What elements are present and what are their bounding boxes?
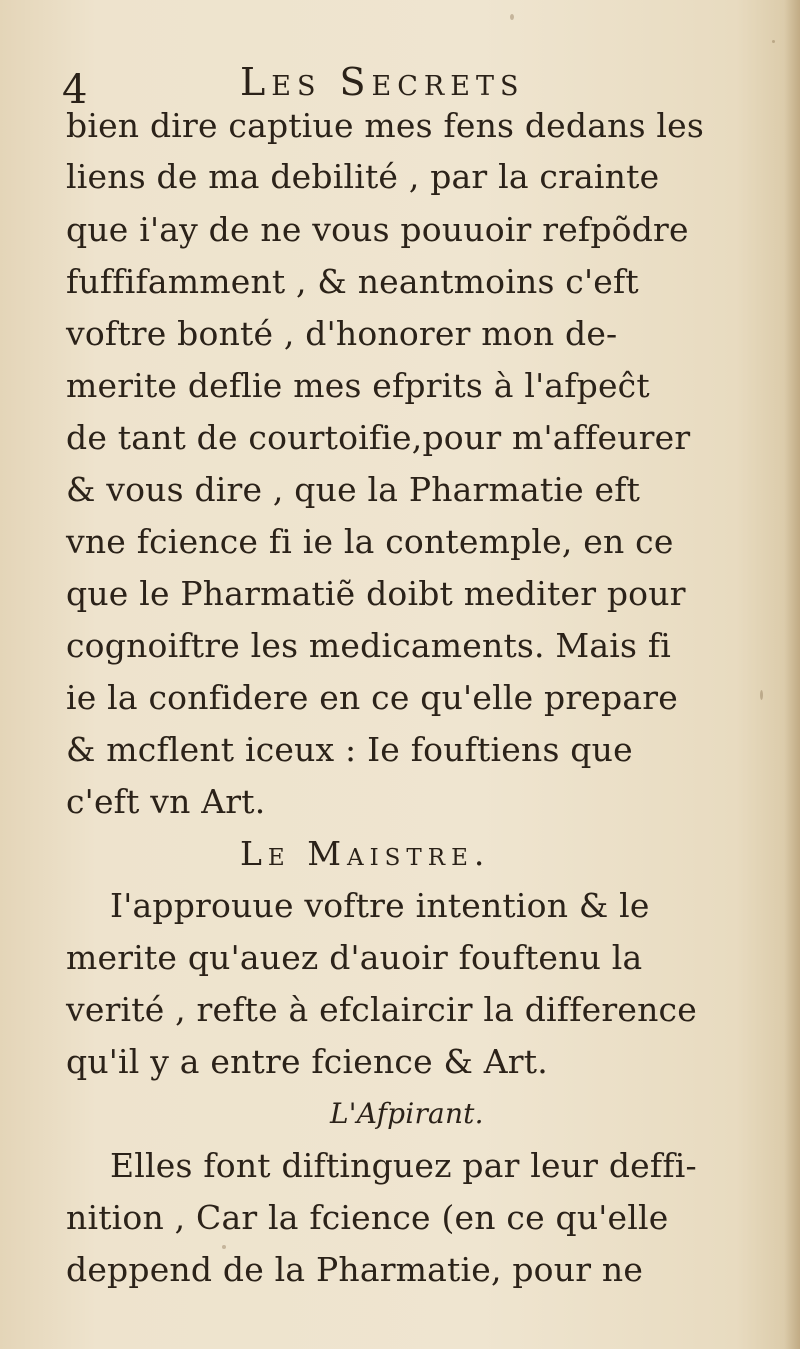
text-line: & vous dire , que la Pharmatie eft [66, 470, 641, 509]
text-line: que i'ay de ne vous pouuoir refpõdre [66, 210, 689, 249]
text-line: ie la confidere en ce qu'elle prepare [66, 678, 678, 717]
text-line: & mcflent iceux : Ie fouftiens que [66, 730, 633, 769]
text-line: I'approuue voftre intention & le [110, 886, 650, 925]
text-line: bien dire captiue mes fens dedans les [66, 106, 705, 145]
running-head: Les Secrets [240, 60, 525, 104]
text-line: Elles font diftinguez par leur deffi- [110, 1146, 697, 1185]
speaker-heading: Le Maistre. [240, 834, 491, 873]
page-number: 4 [62, 67, 88, 113]
text-line: deppend de la Pharmatie, pour ne [66, 1250, 644, 1289]
page-edge-shadow [784, 0, 800, 1349]
paper-speck [510, 14, 514, 20]
speaker-heading: L'Afpirant. [330, 1097, 484, 1130]
paper-speck [222, 1245, 226, 1249]
paper-speck [760, 690, 763, 700]
text-line: cognoiftre les medicaments. Mais fi [66, 626, 672, 665]
text-line: vne fcience fi ie la contemple, en ce [66, 522, 674, 561]
text-line: merite qu'auez d'auoir fouftenu la [66, 938, 643, 977]
text-line: merite deflie mes efprits à l'afpeĉt [66, 366, 650, 405]
text-line: nition , Car la fcience (en ce qu'elle [66, 1198, 669, 1237]
text-line: de tant de courtoifie,pour m'affeurer [66, 418, 691, 457]
text-line: c'eft vn Art. [66, 782, 266, 821]
text-line: fuffifamment , & neantmoins c'eft [66, 262, 639, 301]
text-line: liens de ma debilité , par la crainte [66, 157, 660, 196]
text-line: voftre bonté , d'honorer mon de- [66, 314, 618, 353]
text-line: verité , refte à efclaircir la difference [66, 990, 697, 1029]
text-line: qu'il y a entre fcience & Art. [66, 1042, 548, 1081]
text-line: que le Pharmatiẽ doibt mediter pour [66, 574, 686, 613]
paper-speck [772, 40, 775, 43]
